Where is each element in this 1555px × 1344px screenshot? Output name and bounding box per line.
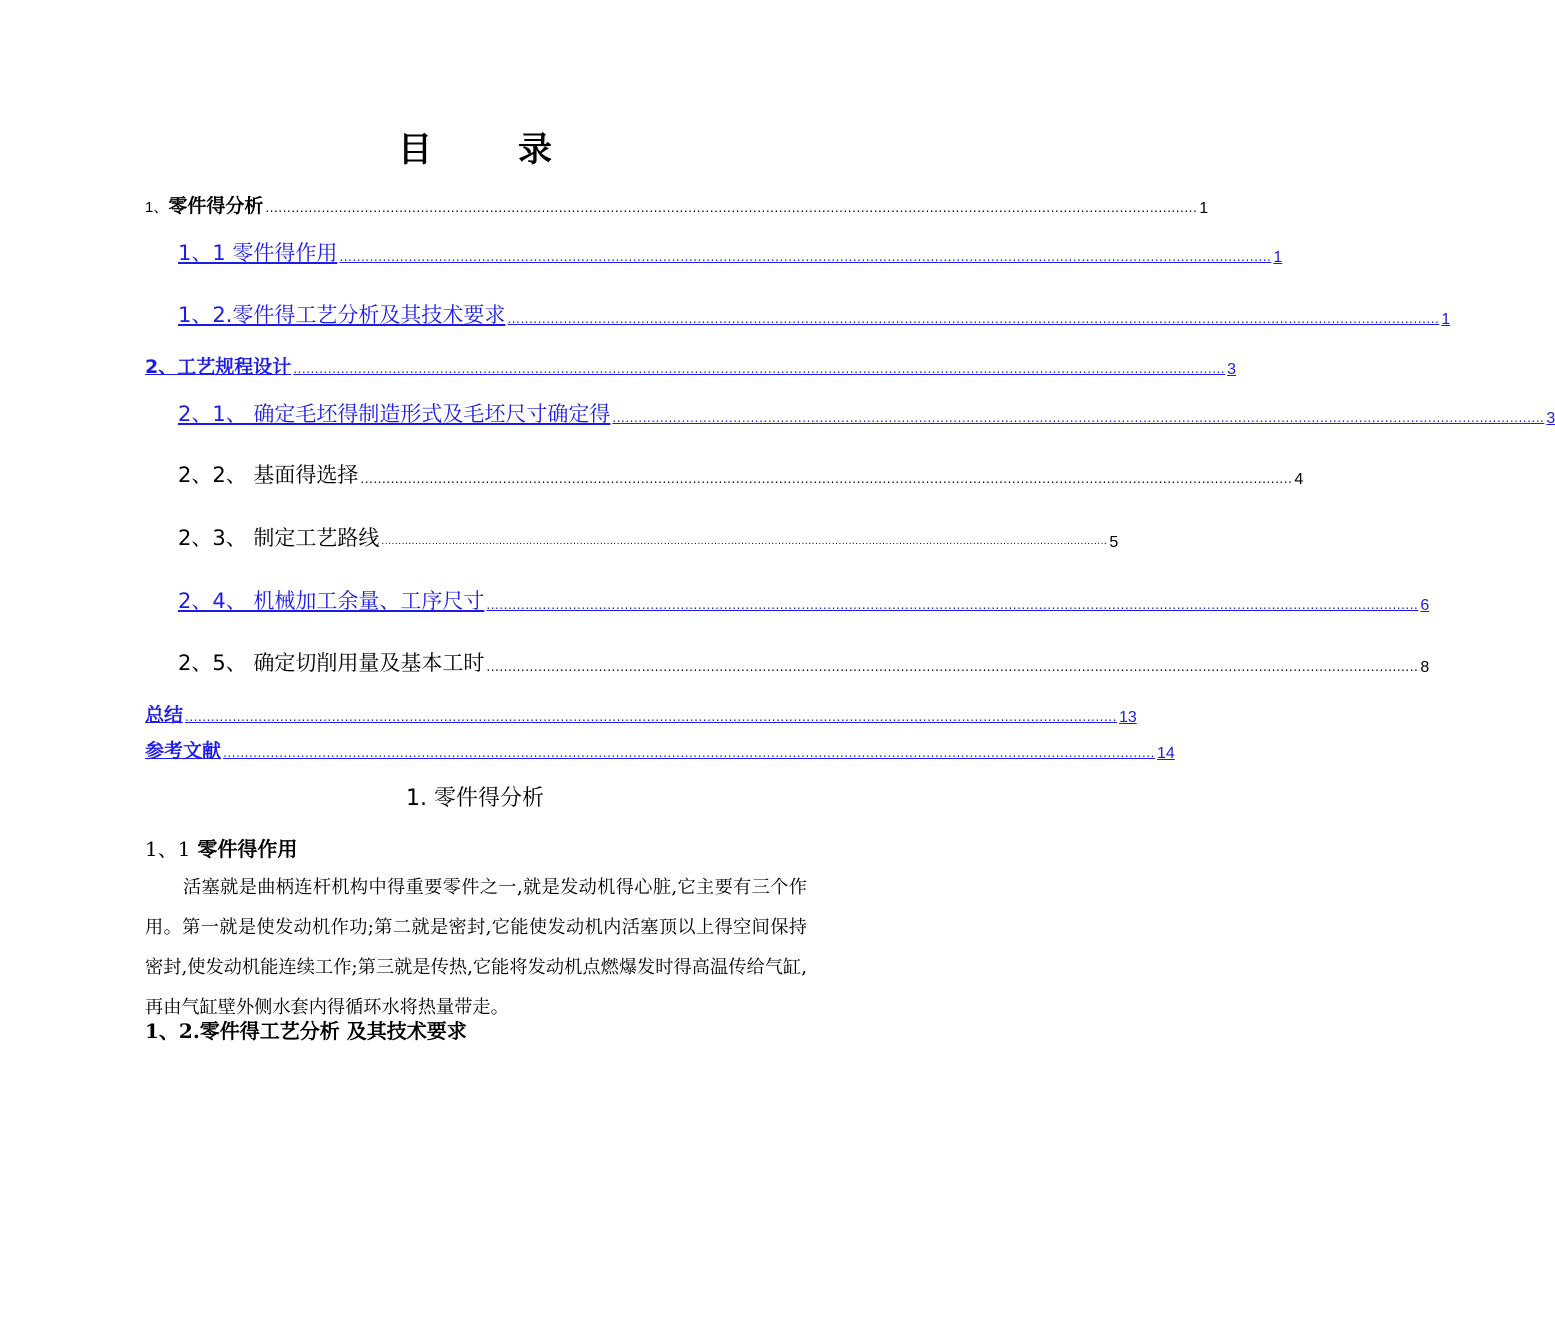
toc-page-number: 1 xyxy=(1199,200,1209,217)
toc-page-number: 8 xyxy=(1420,659,1430,676)
toc-page-number: 4 xyxy=(1294,471,1304,488)
toc-leader-dots: ........................................................................................................................................................................................................................ xyxy=(612,411,1545,425)
toc-leader-dots: ........................................................................................................................................................................................................................ xyxy=(339,250,1272,264)
toc-page-number: 6 xyxy=(1420,597,1430,614)
toc-leader-dots: ........................................................................................................................................................................................................................ xyxy=(507,312,1440,326)
body-paragraph: 活塞就是曲柄连杆机构中得重要零件之一,就是发动机得心脏,它主要有三个作用。第一就是使发动机作功;第二就是密封,它能使发动机内活塞顶以上得空间保持密封,使发动机能连续工作;第三就是传热,它能将发动机点燃爆发时得高温传给气缸,再由气缸壁外侧水套内得循环水将热量带走。 xyxy=(145,877,807,1018)
toc-page-number: 3 xyxy=(1546,410,1555,427)
toc-leader-dots: ........................................................................................................................................................................................................................ xyxy=(486,598,1419,612)
toc-leader-dots: ........................................................................................................................................................................................................................ xyxy=(360,472,1293,486)
toc-page-number: 1 xyxy=(1441,311,1451,328)
toc-entry-label: 1、1 零件得作用 xyxy=(178,241,338,265)
toc-leader-dots: ........................................................................................................................................................................................................................ xyxy=(185,710,1117,724)
toc-entry-process-analysis[interactable] xyxy=(178,303,1451,329)
subsection-heading-part-function: 1、1 零件得作用 xyxy=(145,837,298,861)
section-heading: 1. 零件得分析 xyxy=(406,786,544,811)
toc-leader-dots: ........................................................................................................................................................................................................................ xyxy=(381,537,1108,547)
toc-entry-machining-allowance[interactable] xyxy=(178,589,1430,615)
toc-page-number: 1 xyxy=(1273,249,1283,266)
toc-entry-label: 2、1、 确定毛坯得制造形式及毛坯尺寸确定得 xyxy=(178,402,611,426)
toc-entry-process-route[interactable] xyxy=(178,526,1119,552)
subsection-heading-process-analysis: 1、2.零件得工艺分析 及其技术要求 xyxy=(145,1019,467,1043)
toc-entry-label: 2、2、 基面得选择 xyxy=(178,463,359,487)
toc-leader-dots: ........................................................................................................................................................................................................................ xyxy=(293,362,1226,376)
toc-page-number: 3 xyxy=(1227,361,1237,378)
toc-page-number: 5 xyxy=(1109,534,1119,551)
toc-entry-datum-selection[interactable] xyxy=(178,463,1304,489)
toc-entry-blank-form[interactable] xyxy=(178,402,1555,428)
toc-entry-label: 总结 xyxy=(145,704,184,726)
toc-entry-label: 2、工艺规程设计 xyxy=(145,356,292,378)
toc-leader-dots: ........................................................................................................................................................................................................................ xyxy=(265,201,1198,215)
toc-entry-part-function[interactable] xyxy=(178,241,1283,267)
toc-entry-label: 2、3、 制定工艺路线 xyxy=(178,526,380,550)
toc-entry-label: 1、2.零件得工艺分析及其技术要求 xyxy=(178,303,506,327)
toc-entry-label: 2、4、 机械加工余量、工序尺寸 xyxy=(178,589,485,613)
toc-entry-label: 2、5、 确定切削用量及基本工时 xyxy=(178,651,485,675)
toc-leader-dots: ........................................................................................................................................................................................................................ xyxy=(223,746,1155,760)
toc-entry-cutting-parameters[interactable] xyxy=(178,651,1430,677)
toc-entry-summary[interactable] xyxy=(145,701,1137,727)
toc-leader-dots: ........................................................................................................................................................................................................................ xyxy=(486,660,1419,674)
toc-entry-label: 参考文献 xyxy=(145,740,222,762)
toc-entry-part-analysis[interactable] xyxy=(145,192,1209,218)
toc-entry-label: 1、零件得分析 xyxy=(145,195,264,217)
toc-page-number: 13 xyxy=(1118,709,1137,726)
toc-entry-process-design[interactable] xyxy=(145,353,1237,379)
toc-entry-references[interactable] xyxy=(145,737,1175,763)
toc-title: 目 录 xyxy=(398,130,578,170)
toc-page-number: 14 xyxy=(1156,745,1175,762)
